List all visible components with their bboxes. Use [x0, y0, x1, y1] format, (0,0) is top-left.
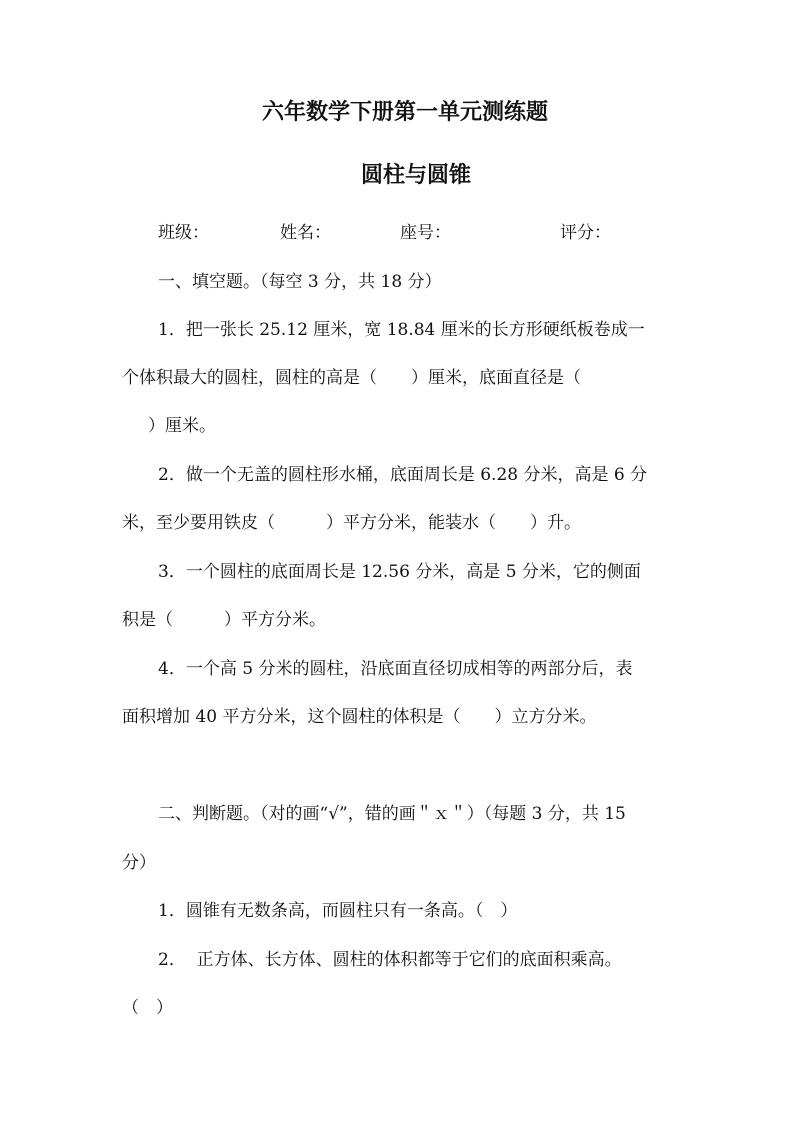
section2-heading-line1: 二、判断题。（对的画“√”，错的画＂ｘ＂）（每题 3 分，共 15	[158, 804, 626, 824]
s1-q4-line2: 面积增加 40 平方分米，这个圆柱的体积是（ ）立方分米。	[122, 707, 597, 727]
s1-q1-line1: 1．把一张长 25.12 厘米，宽 18.84 厘米的长方形硬纸板卷成一	[158, 320, 645, 340]
s2-q1: 1．圆锥有无数条高，而圆柱只有一条高。（ ）	[158, 901, 518, 921]
s1-q4-line1: 4．一个高 5 分米的圆柱，沿底面直径切成相等的两部分后，表	[158, 659, 633, 679]
name-label: 姓名：	[280, 223, 331, 243]
section1-heading: 一、填空题。（每空 3 分，共 18 分）	[158, 272, 442, 292]
s1-q2-line1: 2．做一个无盖的圆柱形水桶，底面周长是 6.28 分米，高是 6 分	[158, 465, 648, 485]
seat-label: 座号：	[400, 223, 451, 243]
page-title: 六年数学下册第一单元测练题	[262, 99, 549, 125]
s2-q2-line2: （ ）	[122, 998, 173, 1018]
page-subtitle: 圆柱与圆锥	[361, 162, 472, 188]
s2-q2-line1: 2． 正方体、长方体、圆柱的体积都等于它们的底面积乘高。	[158, 950, 622, 970]
s1-q2-line2: 米，至少要用铁皮（ ）平方分米，能装水（ ）升。	[122, 513, 581, 533]
s1-q3-line2: 积是（ ）平方分米。	[122, 610, 326, 630]
s1-q1-line3: ）厘米。	[148, 416, 216, 436]
section2-heading-line2: 分）	[122, 853, 156, 873]
score-label: 评分：	[560, 223, 611, 243]
class-label: 班级：	[158, 223, 209, 243]
s1-q3-line1: 3．一个圆柱的底面周长是 12.56 分米，高是 5 分米，它的侧面	[158, 562, 641, 582]
s1-q1-line2: 个体积最大的圆柱，圆柱的高是（ ）厘米，底面直径是（	[122, 368, 581, 388]
